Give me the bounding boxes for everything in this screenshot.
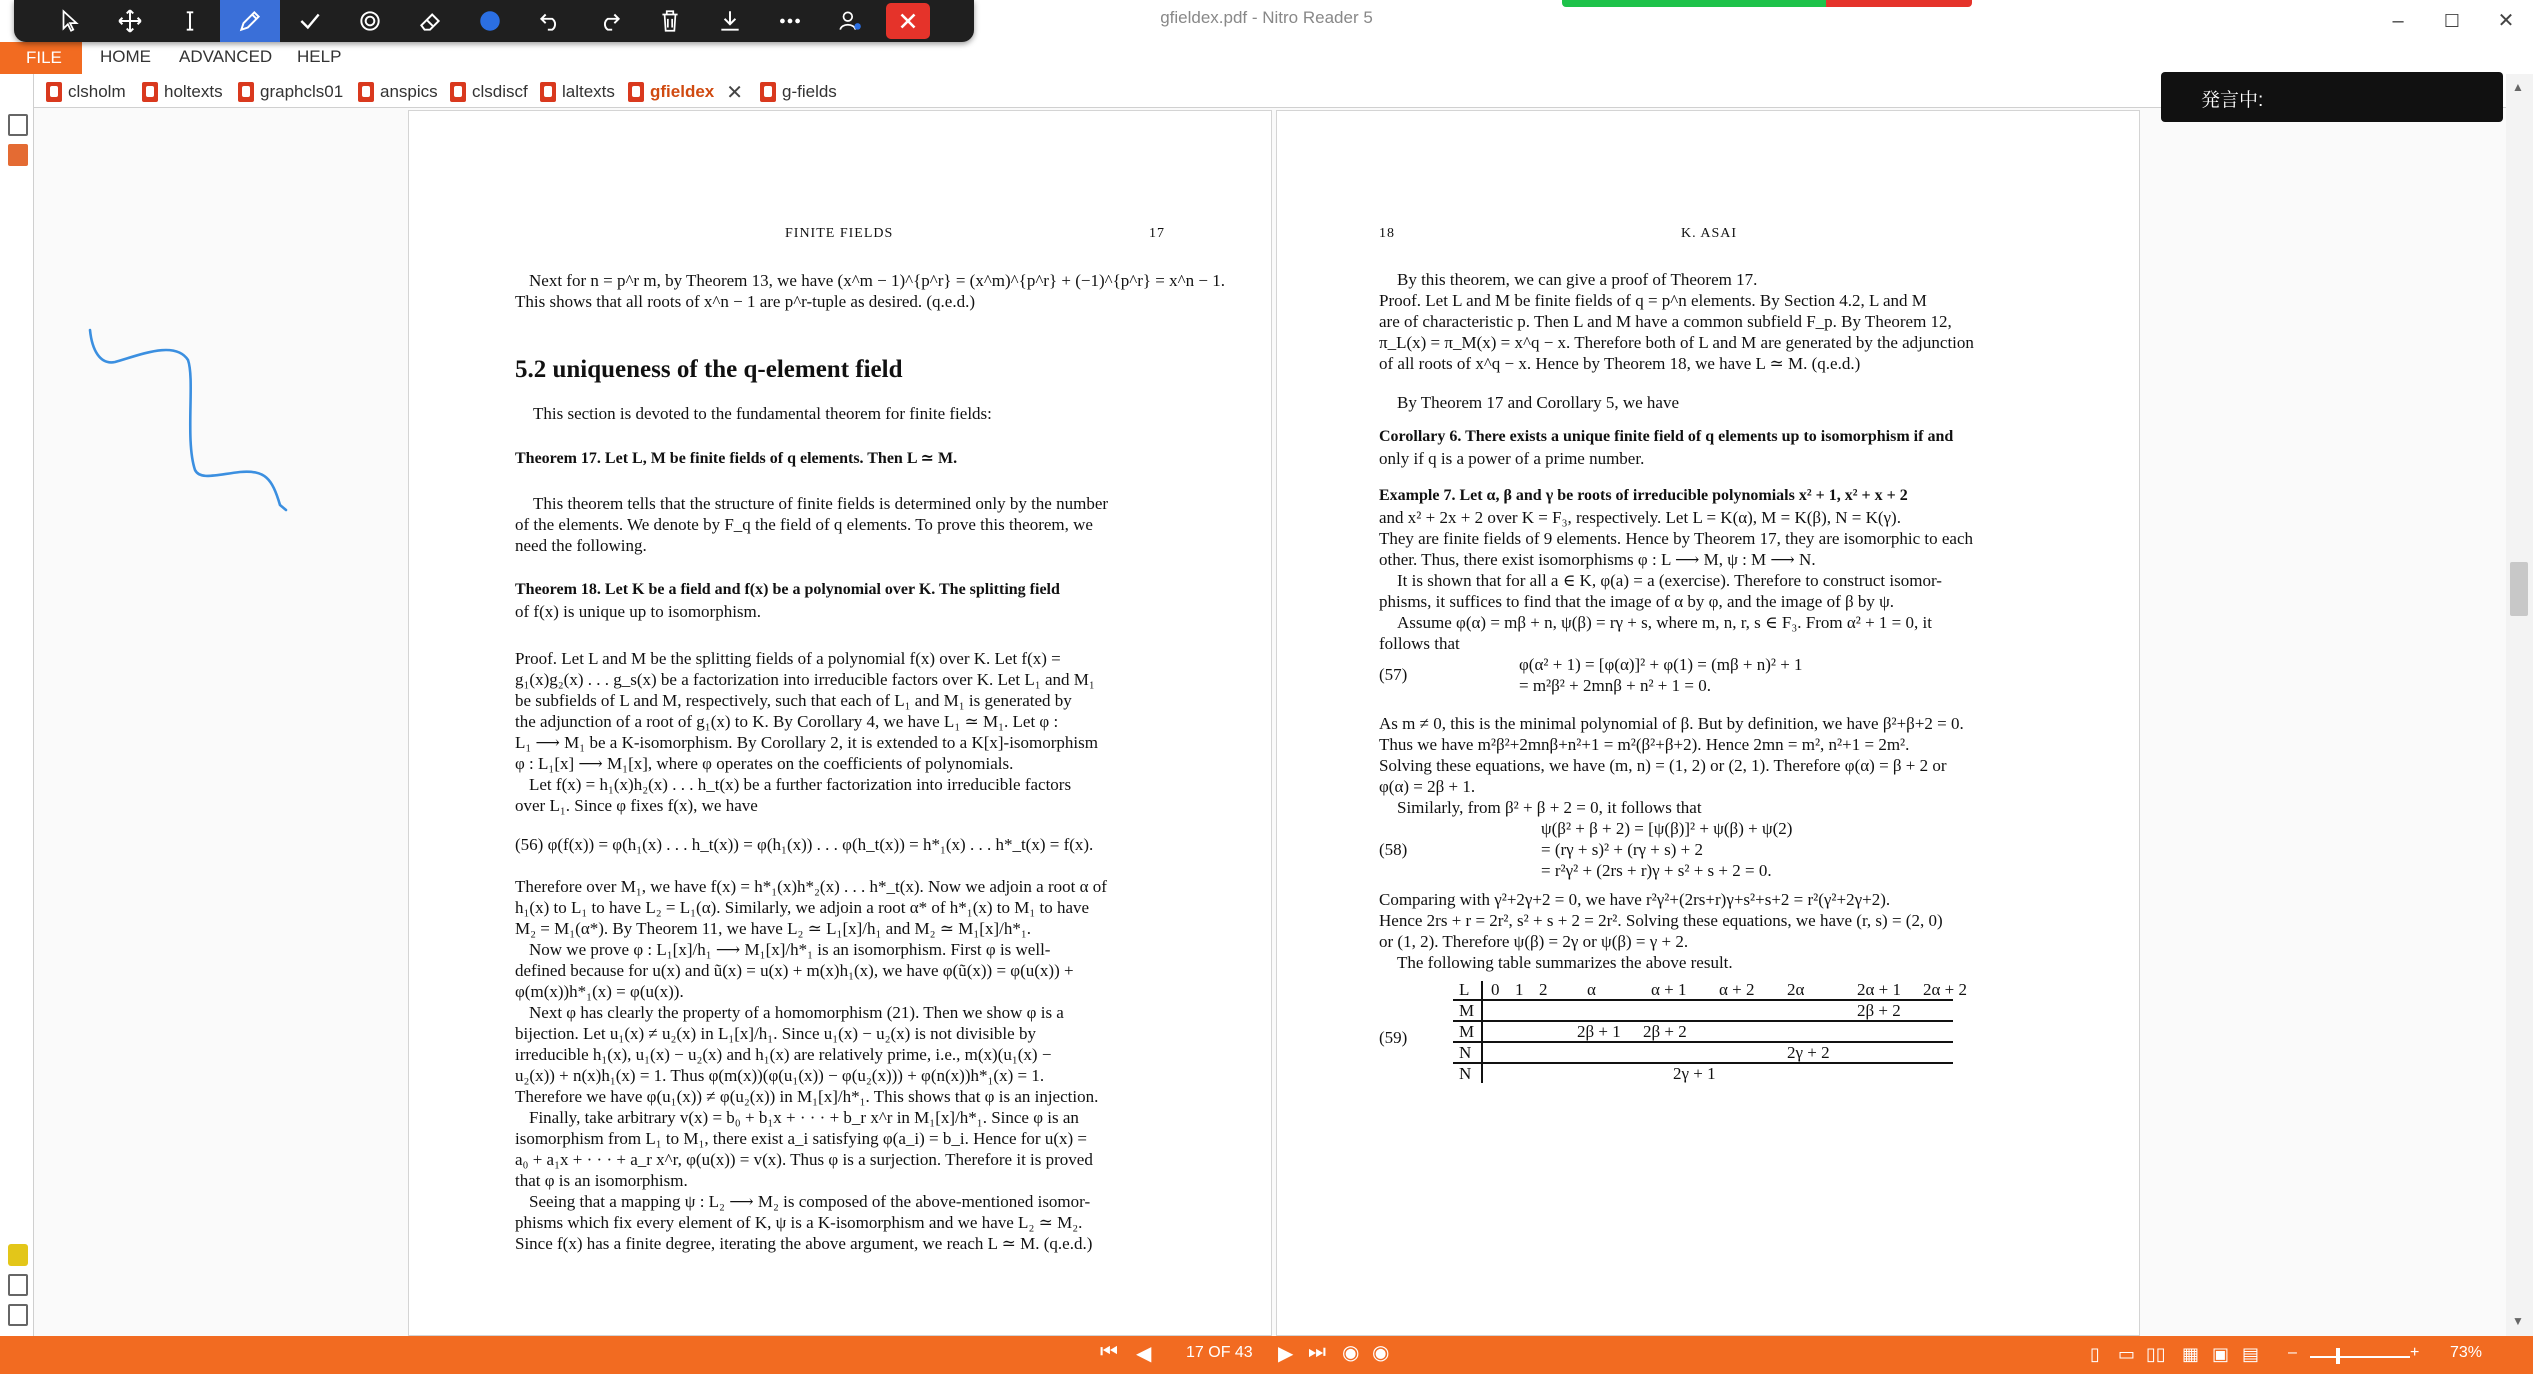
text-line: irreducible h₁(x), u₁(x) − u₂(x) and h₁(x) are relatively prime, i.e., m(x)(u₁(x) − <box>515 1045 1052 1064</box>
document-tab-bar <box>0 74 2533 108</box>
text-line: h₁(x) to L₁ to have L₂ = L₁(α). Similarly, we adjoin a root α* of h*₁(x) to M₁ to have <box>515 898 1090 917</box>
text-line: Since f(x) has a finite degree, iterating the above argument, we reach L ≃ M. (q.e.d.) <box>515 1234 1093 1253</box>
table-row-label: M <box>1459 1001 1475 1020</box>
page-indicator[interactable]: 17 OF 43 <box>1186 1344 1253 1361</box>
text-line: Hence 2rs + r = 2r², s² + s + 2 = 2r². Solving these equations, we have (r, s) = (2, 0) <box>1379 911 1943 930</box>
menu-file[interactable]: FILE <box>0 42 82 74</box>
pdf-page-17 <box>408 110 1272 1336</box>
redo-icon[interactable] <box>580 0 640 42</box>
text-line: Example 7. Let α, β and γ be roots of irreducible polynomials x² + 1, x² + x + 2 <box>1379 487 1908 504</box>
pdf-page-18 <box>1276 110 2140 1336</box>
color-dot-icon[interactable] <box>460 0 520 42</box>
text-line: (58) <box>1379 840 1408 859</box>
table-header-cell: 2α + 2 <box>1923 980 1967 999</box>
sharing-indicator <box>1562 0 1972 7</box>
text-line: Proof. Let L and M be finite fields of q = p^n elements. By Section 4.2, L and M <box>1379 291 1927 310</box>
status-bar <box>0 1336 2533 1374</box>
table-rule <box>1453 1062 1953 1064</box>
fit-page-icon[interactable]: ▤ <box>2242 1344 2260 1364</box>
tab-g-fields[interactable]: g-fields <box>760 79 837 105</box>
text-line: φ : L₁[x] ⟶ M₁[x], where φ operates on the coefficients of polynomials. <box>515 754 1014 773</box>
close-toolbar-icon[interactable] <box>886 3 930 39</box>
text-line: Solving these equations, we have (m, n) = (1, 2) or (2, 1). Therefore φ(α) = β + 2 or <box>1379 756 1947 775</box>
eraser-icon[interactable] <box>400 0 460 42</box>
more-icon[interactable] <box>760 0 820 42</box>
single-page-icon[interactable]: ▯ <box>2090 1344 2100 1364</box>
text-line: It is shown that for all a ∈ K, φ(a) = a (exercise). Therefore to construct isomor- <box>1397 571 1942 590</box>
table-cell: 2γ + 2 <box>1787 1043 1830 1062</box>
window-title: gfieldex.pdf - Nitro Reader 5 <box>1160 8 1373 27</box>
text-line: Comparing with γ²+2γ+2 = 0, we have r²γ²+(2rs+r)γ+s²+s+2 = r²(γ²+2γ+2). <box>1379 890 1891 909</box>
text-line: φ(m(x))h*₁(x) = φ(u(x)). <box>515 982 684 1001</box>
close-window-button[interactable]: ✕ <box>2497 10 2515 32</box>
minimize-button[interactable]: – <box>2392 10 2404 32</box>
table-header-cell: 2α <box>1787 980 1805 999</box>
text-line: over L₁. Since φ fixes f(x), we have <box>515 796 758 815</box>
maximize-button[interactable]: ☐ <box>2443 11 2461 31</box>
text-line: follows that <box>1379 634 1460 653</box>
text-line: only if q is a power of a prime number. <box>1379 449 1645 468</box>
text-line: As m ≠ 0, this is the minimal polynomial of β. But by definition, we have β²+β+2 = 0. <box>1379 714 1964 733</box>
table-cell: 2γ + 1 <box>1673 1064 1716 1083</box>
table-header-cell: L <box>1459 980 1470 999</box>
text-line: This theorem tells that the structure of finite fields is determined only by the number <box>533 494 1109 513</box>
text-line: L₁ ⟶ M₁ be a K-isomorphism. By Corollary 2, it is extended to a K[x]-isomorphism <box>515 733 1098 752</box>
fit-width-icon[interactable]: ▣ <box>2212 1344 2230 1364</box>
text-line: = r²γ² + (2rs + r)γ + s² + s + 2 = 0. <box>1541 861 1772 880</box>
pdf-file-icon <box>238 82 254 102</box>
text-cursor-icon[interactable] <box>160 0 220 42</box>
text-line: (57) <box>1379 665 1408 684</box>
text-line: Therefore we have φ(u₁(x)) ≠ φ(u₂(x)) in M₁[x]/h*₁. This shows that φ is an injection. <box>515 1087 1099 1106</box>
table-cell: 2β + 1 <box>1577 1022 1621 1041</box>
text-line: Corollary 6. There exists a unique finite field of q elements up to isomorphism if and <box>1379 428 1954 445</box>
scroll-thumb[interactable] <box>2510 562 2528 616</box>
tab-laltexts[interactable]: laltexts <box>540 79 615 105</box>
tab-gfieldex[interactable]: gfieldex ✕ <box>628 79 743 105</box>
pointer-tool-icon[interactable] <box>40 0 100 42</box>
bookmarks-icon[interactable] <box>8 144 28 166</box>
zoom-out-button[interactable]: – <box>2288 1344 2297 1361</box>
attachments-icon[interactable] <box>8 1274 28 1296</box>
page-number: 17 <box>1149 226 1165 241</box>
menu-home[interactable]: HOME <box>100 47 151 66</box>
menu-advanced[interactable]: ADVANCED <box>179 47 273 66</box>
text-line: Finally, take arbitrary v(x) = b₀ + b₁x + · · · + b_r x^r in M₁[x]/h*₁. Since φ is an <box>529 1108 1079 1127</box>
table-rule <box>1453 1020 1953 1022</box>
text-line: or (1, 2). Therefore ψ(β) = 2γ or ψ(β) = γ + 2. <box>1379 932 1689 951</box>
text-line: defined because for u(x) and ũ(x) = u(x) + m(x)h₁(x), we have φ(ũ(x)) = φ(u(x)) + <box>515 961 1074 980</box>
trash-icon[interactable] <box>640 0 700 42</box>
previous-page-icon[interactable]: ◀ <box>1136 1343 1152 1365</box>
text-line: (59) <box>1379 1028 1408 1047</box>
text-line: Next for n = p^r m, by Theorem 13, we have (x^m − 1)^{p^r} = (x^m)^{p^r} + (−1)^{p^r} = x^n − 1. <box>529 271 1225 290</box>
text-line: u₂(x)) + n(x)h₁(x) = 1. Thus φ(m(x))(φ(u₁(x)) − φ(u₂(x))) + φ(n(x))h*₁(x) = 1. <box>515 1066 1045 1085</box>
text-line: They are finite fields of 9 elements. Hence by Theorem 17, they are isomorphic to each <box>1379 529 1973 548</box>
text-line: Theorem 17. Let L, M be finite fields of q elements. Then L ≃ M. <box>515 450 958 467</box>
table-row-label: N <box>1459 1064 1472 1083</box>
continuous-icon[interactable]: ▭ <box>2118 1344 2136 1364</box>
text-line: of all roots of x^q − x. Hence by Theorem 18, we have L ≃ M. (q.e.d.) <box>1379 354 1861 373</box>
text-line: bijection. Let u₁(x) ≠ u₂(x) in L₁[x]/h₁. Since u₁(x) − u₂(x) is not divisible by <box>515 1024 1036 1043</box>
pdf-file-icon <box>540 82 556 102</box>
text-line: Thus we have m²β²+2mnβ+n²+1 = m²(β²+β+2). Hence 2mn = m², n²+1 = 2m². <box>1379 735 1910 754</box>
text-line: Similarly, from β² + β + 2 = 0, it follows that <box>1397 798 1702 817</box>
text-line: = m²β² + 2mnβ + n² + 1 = 0. <box>1519 676 1711 695</box>
layers-icon[interactable] <box>8 1304 28 1326</box>
zoom-level[interactable]: 73% <box>2450 1344 2483 1361</box>
table-header-cell: α + 2 <box>1719 980 1755 999</box>
pdf-file-icon <box>760 82 776 102</box>
section-heading: 5.2 uniqueness of the q-element field <box>515 356 903 383</box>
text-line: isomorphism from L₁ to M₁, there exist a_i satisfying φ(a_i) = b_i. Hence for u(x) = <box>515 1129 1087 1148</box>
text-line: π_L(x) = π_M(x) = x^q − x. Therefore both of L and M are generated by the adjunction <box>1379 333 1974 352</box>
move-tool-icon[interactable] <box>100 0 160 42</box>
text-line: φ(α) = 2β + 1. <box>1379 777 1476 796</box>
tab-holtexts[interactable]: holtexts <box>142 79 223 105</box>
first-page-icon[interactable]: ⏮ <box>1100 1341 1118 1363</box>
text-line: Let f(x) = h₁(x)h₂(x) . . . h_t(x) be a further factorization into irreducible factors <box>529 775 1072 794</box>
text-line: M₂ = M₁(α*). By Theorem 11, we have L₂ ≃ L₁[x]/h₁ and M₂ ≃ M₁[x]/h*₁. <box>515 919 1032 938</box>
close-tab-icon[interactable]: ✕ <box>726 81 744 104</box>
text-line: other. Thus, there exist isomorphisms φ : L ⟶ M, ψ : M ⟶ N. <box>1379 550 1816 569</box>
text-line: Theorem 18. Let K be a field and f(x) be a polynomial over K. The splitting field <box>515 581 1060 598</box>
text-line: phisms which fix every element of K, ψ is a K-isomorphism and we have L₂ ≃ M₂. <box>515 1213 1083 1232</box>
table-header-cell: 2 <box>1539 980 1548 999</box>
pen-tool-icon[interactable] <box>220 0 280 42</box>
running-header: K. ASAI <box>1681 226 1738 241</box>
ink-toolbar <box>14 0 974 42</box>
running-header: FINITE FIELDS <box>785 226 894 241</box>
zoom-in-button[interactable]: + <box>2410 1344 2420 1361</box>
text-line: This section is devoted to the fundamental theorem for finite fields: <box>533 404 992 423</box>
text-line: be subfields of L and M, respectively, such that each of L₁ and M₁ is generated by <box>515 691 1072 710</box>
left-tool-strip <box>0 74 34 1336</box>
text-line: g₁(x)g₂(x) . . . g_s(x) be a factorization into irreducible factors over K. Let L₁ and M₁ <box>515 670 1095 689</box>
last-page-icon[interactable]: ⏭ <box>1308 1341 1326 1363</box>
next-view-icon[interactable]: ◉ <box>1372 1342 1390 1364</box>
text-line: need the following. <box>515 536 647 555</box>
text-line: Next φ has clearly the property of a homomorphism (21). Then we show φ is a <box>529 1003 1064 1022</box>
ink-user-icon[interactable] <box>820 0 880 42</box>
undo-icon[interactable] <box>520 0 580 42</box>
text-line: are of characteristic p. Then L and M have a common subfield F_p. By Theorem 12, <box>1379 312 1952 331</box>
tab-anspics[interactable]: anspics <box>358 79 438 105</box>
table-rule <box>1481 981 1483 1083</box>
page-number: 18 <box>1379 226 1395 241</box>
pdf-file-icon <box>46 82 62 102</box>
table-cell: 2β + 2 <box>1857 1001 1901 1020</box>
text-line: = (rγ + s)² + (rγ + s) + 2 <box>1541 840 1704 859</box>
text-line: The following table summarizes the above result. <box>1397 953 1733 972</box>
menu-help[interactable]: HELP <box>297 47 342 66</box>
vertical-scrollbar[interactable] <box>2506 74 2533 1336</box>
download-icon[interactable] <box>700 0 760 42</box>
table-rule <box>1453 1041 1953 1043</box>
text-line: and x² + 2x + 2 over K = F₃, respectively. Let L = K(α), M = K(β), N = K(γ). <box>1379 508 1901 527</box>
zoom-slider-thumb[interactable] <box>2336 1348 2340 1364</box>
text-line: a₀ + a₁x + · · · + a_r x^r, φ(u(x)) = v(x). Thus φ is a surjection. Therefore it is proved <box>515 1150 1093 1169</box>
pdf-file-icon <box>142 82 158 102</box>
two-page-continuous-icon[interactable]: ▦ <box>2182 1344 2200 1364</box>
scroll-up-icon[interactable]: ▲ <box>2512 80 2524 94</box>
comments-icon[interactable] <box>8 1244 28 1266</box>
next-page-icon[interactable]: ▶ <box>1278 1343 1294 1365</box>
previous-view-icon[interactable]: ◉ <box>1342 1342 1360 1364</box>
speaking-indicator: 発言中: <box>2161 72 2503 122</box>
table-rule <box>1453 999 1953 1001</box>
text-line: phisms, it suffices to find that the image of α by φ, and the image of β by ψ. <box>1379 592 1895 611</box>
text-line: the adjunction of a root of g₁(x) to K. By Corollary 4, we have L₁ ≃ M₁. Let φ : <box>515 712 1059 731</box>
table-cell: 2β + 2 <box>1643 1022 1687 1041</box>
table-header-cell: 0 <box>1491 980 1500 999</box>
check-icon[interactable] <box>280 0 340 42</box>
table-row-label: M <box>1459 1022 1475 1041</box>
text-line: of the elements. We denote by F_q the field of q elements. To prove this theorem, we <box>515 515 1093 534</box>
text-line: This shows that all roots of x^n − 1 are p^r-tuple as desired. (q.e.d.) <box>515 292 976 311</box>
text-line: By this theorem, we can give a proof of Theorem 17. <box>1397 270 1758 289</box>
table-header-cell: α + 1 <box>1651 980 1687 999</box>
text-line: By Theorem 17 and Corollary 5, we have <box>1397 393 1680 412</box>
page-thumbnails-icon[interactable] <box>8 114 28 136</box>
text-line: φ(α² + 1) = [φ(α)]² + φ(1) = (mβ + n)² + 1 <box>1519 655 1803 674</box>
text-line: Assume φ(α) = mβ + n, ψ(β) = rγ + s, where m, n, r, s ∈ F₃. From α² + 1 = 0, it <box>1397 613 1932 632</box>
text-line: that φ is an isomorphism. <box>515 1171 688 1190</box>
ribbon-menu-bar <box>0 42 2533 74</box>
pdf-file-icon <box>628 82 644 102</box>
table-row-label: N <box>1459 1043 1472 1062</box>
text-line: Now we prove φ : L₁[x]/h₁ ⟶ M₁[x]/h*₁ is an isomorphism. First φ is well- <box>529 940 1051 959</box>
pdf-file-icon <box>358 82 374 102</box>
table-header-cell: 2α + 1 <box>1857 980 1901 999</box>
circle-stamp-icon[interactable] <box>340 0 400 42</box>
text-line: Seeing that a mapping ψ : L₂ ⟶ M₂ is composed of the above-mentioned isomor- <box>529 1192 1091 1211</box>
text-line: of f(x) is unique up to isomorphism. <box>515 602 762 621</box>
table-header-cell: α <box>1587 980 1596 999</box>
two-page-icon[interactable]: ▯▯ <box>2146 1344 2166 1364</box>
text-line: (56) φ(f(x)) = φ(h₁(x) . . . h_t(x)) = φ(h₁(x)) . . . φ(h_t(x)) = h*₁(x) . . . h*_t(x) = f(x). <box>515 835 1094 854</box>
pdf-file-icon <box>450 82 466 102</box>
text-line: Therefore over M₁, we have f(x) = h*₁(x)h*₂(x) . . . h*_t(x). Now we adjoin a root α of <box>515 877 1107 896</box>
scroll-down-icon[interactable]: ▼ <box>2512 1314 2524 1328</box>
tab-clsholm[interactable]: clsholm <box>46 79 126 105</box>
table-header-cell: 1 <box>1515 980 1524 999</box>
tab-clsdiscf[interactable]: clsdiscf <box>450 79 528 105</box>
text-line: ψ(β² + β + 2) = [ψ(β)]² + ψ(β) + ψ(2) <box>1541 819 1793 838</box>
text-line: Proof. Let L and M be the splitting fields of a polynomial f(x) over K. Let f(x) = <box>515 649 1061 668</box>
tab-graphcls01[interactable]: graphcls01 <box>238 79 343 105</box>
zoom-slider[interactable] <box>2310 1356 2410 1358</box>
